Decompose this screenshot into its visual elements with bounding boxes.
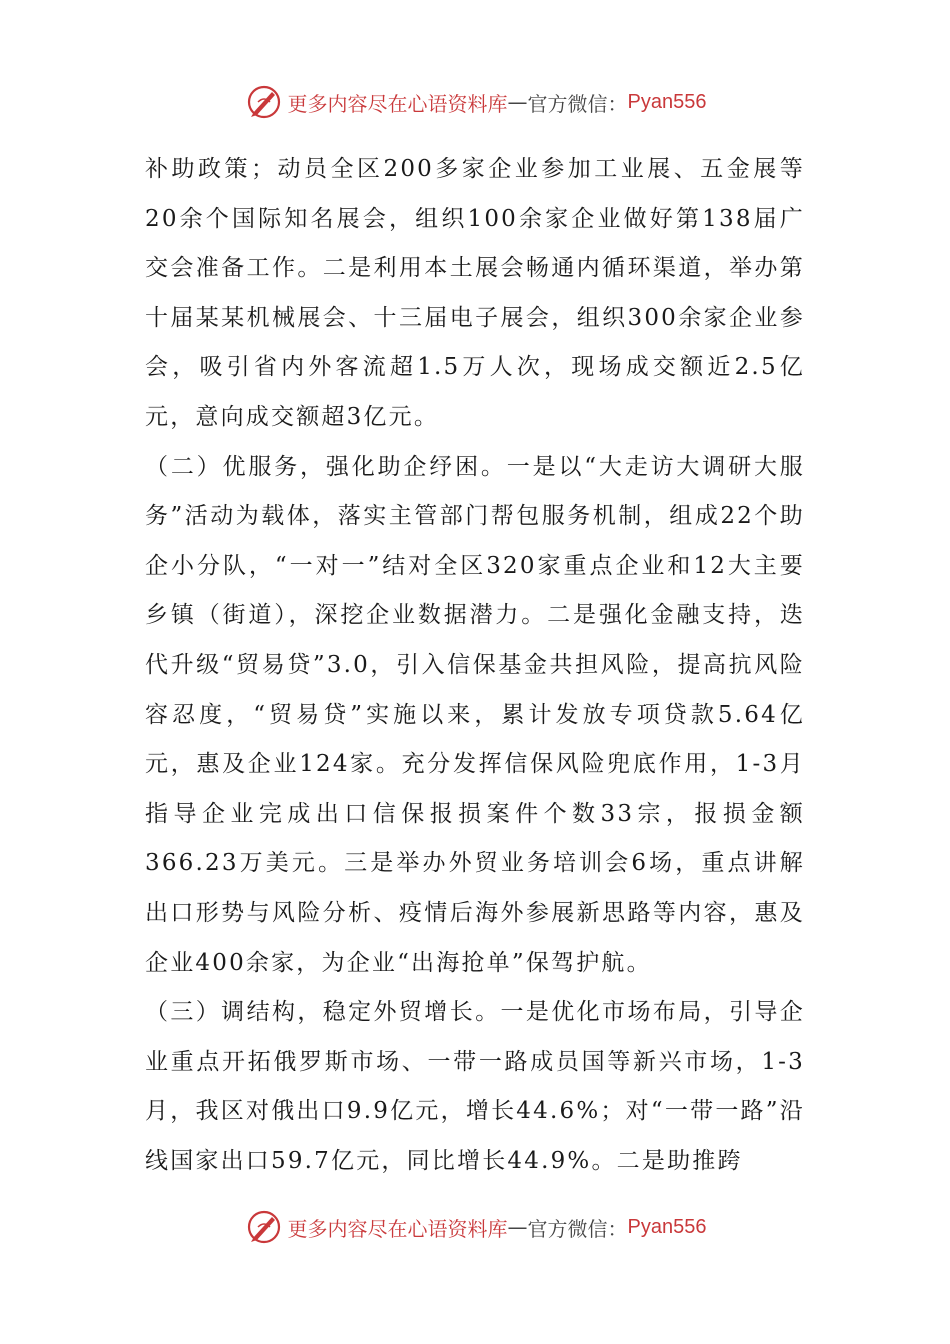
header-watermark [0, 82, 950, 122]
paragraph: （三）调结构，稳定外贸增长。一是优化市场布局，引导企业重点开拓俄罗斯市场、一带一路成员国等新兴市场，1-3月，我区对俄出口9.9亿元，增长44.6%；对“一带一路”沿线国家出口59.7亿元，同比增长44.9%。二是助推跨 [145, 999, 805, 1174]
watermark-separator: — [507, 1215, 528, 1239]
watermark-separator: — [507, 90, 528, 114]
document-body [145, 145, 805, 1186]
pen-logo-icon [244, 1207, 284, 1247]
footer-watermark [0, 1207, 950, 1247]
watermark-wechat-label: 官方微信： [527, 91, 628, 116]
watermark-site-name: 更多内容尽在心语资料库 [287, 91, 508, 116]
watermark-wechat-id: Pyan556 [627, 1215, 707, 1238]
watermark-wechat-id: Pyan556 [627, 90, 707, 113]
paragraph: （二）优服务，强化助企纾困。一是以“大走访大调研大服务”活动为载体，落实主管部门帮包服务机制，组成22个助企小分队，“一对一”结对全区320家重点企业和12大主要乡镇（街道），深挖企业数据潜力。二是强化金融支持，迭代升级“贸易贷”3.0，引入信保基金共担风险，提高抗风险容忍度，“贸易贷”实施以来，累计发放专项贷款5.64亿元，惠及企业124家。充分发挥信保风险兜底作用，1-3月指导企业完成出口信保报损案件个数33宗，报损金额366.23万美元。三是举办外贸业务培训会6场，重点讲解出口形势与风险分析、疫情后海外参展新思路等内容，惠及企业400余家，为企业“出海抢单”保驾护航。 [145, 453, 805, 976]
pen-logo-icon [244, 82, 284, 122]
paragraph: 补助政策；动员全区200多家企业参加工业展、五金展等20余个国际知名展会，组织100余家企业做好第138届广交会准备工作。二是利用本土展会畅通内循环渠道，举办第十届某某机械展会、十三届电子展会，组织300余家企业参会，吸引省内外客流超1.5万人次，现场成交额近2.5亿元，意向成交额超3亿元。 [145, 156, 805, 430]
watermark-wechat-label: 官方微信： [527, 1216, 628, 1241]
watermark-site-name: 更多内容尽在心语资料库 [287, 1216, 508, 1241]
